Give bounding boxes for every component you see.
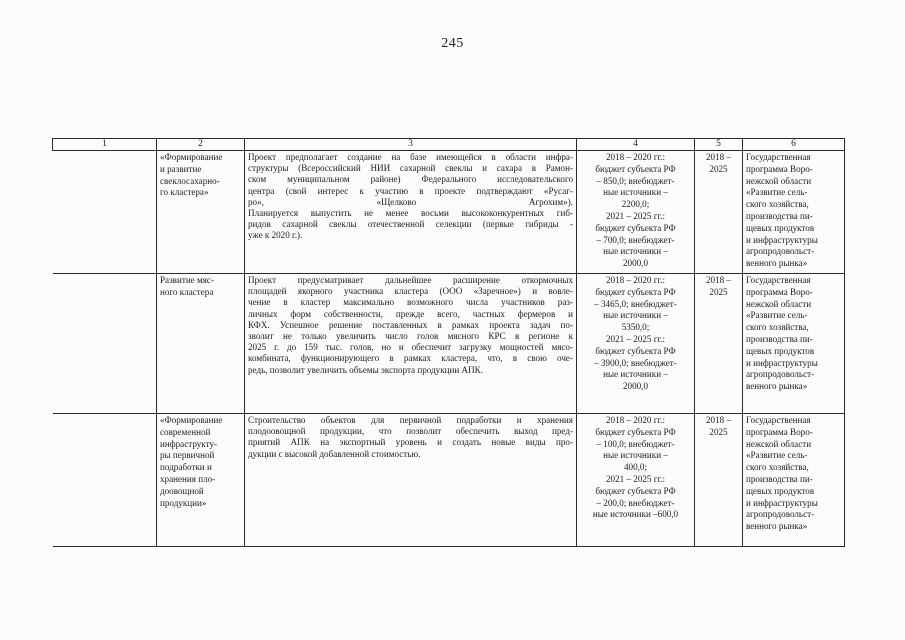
cell-text-line: щевых продуктов xyxy=(746,222,815,233)
cell-text-line: чение в кластер максимально возможного числа участников раз- xyxy=(248,297,573,308)
program-cell xyxy=(743,414,845,547)
cell-text-line: ры первичной xyxy=(160,450,215,461)
cell-text-line: – 850,0; внебюджет- xyxy=(596,175,675,186)
cell-text-line: центра (свой интерес к участию в проекте подтверждают «Русаг- xyxy=(248,185,573,196)
cell-text-line: ского хозяйства, xyxy=(746,322,809,333)
cell-text-line: программа Воро- xyxy=(746,286,813,297)
funding-cell xyxy=(577,414,695,547)
cell-text-line: – 3465,0; внебюджет- xyxy=(594,298,677,309)
cell-text-line: «Развитие сель- xyxy=(746,187,808,198)
cell-text-line: венного рынка» xyxy=(746,258,808,269)
cell-text-line: Строительство объектов для первичной подработки и хранения xyxy=(248,415,573,425)
table-row xyxy=(53,414,845,547)
cell-text-line: бюджет субъекта РФ xyxy=(595,286,676,297)
cell-text-line: Государственная xyxy=(746,415,811,425)
cell-text-line: современной xyxy=(160,426,211,437)
column-header-2: 2 xyxy=(157,139,245,151)
number-cell xyxy=(53,151,157,274)
cell-text-line: зволит не только увеличить число голов мясного КРС в регионе к xyxy=(248,331,573,342)
number-cell xyxy=(53,414,157,547)
cell-text-line: агропродовольст- xyxy=(746,246,815,257)
cell-text-line: 2018 – xyxy=(705,152,731,162)
description-cell xyxy=(245,414,577,547)
period-cell xyxy=(695,151,743,274)
cell-text-line: и инфраструктуры xyxy=(746,497,818,508)
cell-text-line: и инфраструктуры xyxy=(746,234,818,245)
cell-text-line: комбината, функционирующего в рамках кластера, что, в свою оче- xyxy=(248,353,573,364)
cell-text-line: 5350,0; xyxy=(621,322,650,333)
cell-text-line: 2018 – 2020 гг.: xyxy=(606,152,665,162)
cell-text-line: бюджет субъекта РФ xyxy=(595,163,676,174)
cell-text-line: «Формирование xyxy=(160,415,223,425)
cell-text-line: 2025 xyxy=(709,286,728,297)
number-cell xyxy=(53,274,157,414)
cell-text-line: го кластера» xyxy=(160,187,209,198)
cell-text-line: ные источники – xyxy=(603,369,668,380)
cell-text-line: дукции с высокой добавленной стоимостью. xyxy=(248,448,421,459)
cell-text-line: 2018 – 2020 гг.: xyxy=(606,415,665,425)
cell-text-line: 2000,0 xyxy=(622,258,648,269)
project-name-cell xyxy=(157,414,245,547)
cell-text-line: ского хозяйства, xyxy=(746,199,809,210)
cell-text-line: Государственная xyxy=(746,152,811,162)
cell-text-line: Проект предполагает создание на базе имеющейся в области инфра- xyxy=(248,152,573,162)
table-body xyxy=(53,151,845,547)
cell-text-line: структуры (Всероссийский НИИ сахарной свеклы и сахара в Рамон- xyxy=(248,163,573,174)
cell-text-line: нежской области xyxy=(746,298,812,309)
funding-cell xyxy=(577,274,695,414)
cell-text-line: личных форм собственности, прежде всего, частных фермеров и xyxy=(248,308,573,319)
cell-text-line: ные источники – xyxy=(603,310,668,321)
cell-text-line: 2200,0; xyxy=(621,199,650,210)
cell-text-line: и инфраструктуры xyxy=(746,357,818,368)
program-cell xyxy=(743,274,845,414)
table-header-row xyxy=(53,139,845,151)
column-header-5: 5 xyxy=(695,139,743,151)
cell-text-line: продукции» xyxy=(160,497,207,508)
cell-text-line: 400,0; xyxy=(624,462,647,473)
cell-text-line: Государственная xyxy=(746,275,811,285)
cell-text-line: площадей якорного участника кластера (ООО «Заречное») и вовле- xyxy=(248,286,573,297)
page-number: 245 xyxy=(441,36,464,51)
cell-text-line: ского хозяйства, xyxy=(746,462,809,473)
cell-text-line: 2018 – 2020 гг.: xyxy=(606,275,665,285)
cell-text-line: 2000,0 xyxy=(622,381,648,392)
cell-text-line: и развитие xyxy=(160,163,202,174)
cell-text-line: нежской области xyxy=(746,438,812,449)
cell-text-line: 2018 – xyxy=(705,275,731,285)
cell-text-line: доовощной xyxy=(160,485,204,496)
column-header-6: 6 xyxy=(743,139,845,151)
cell-text-line: «Формирование xyxy=(160,152,223,162)
cell-text-line: – 200,0; внебюджет- xyxy=(596,497,675,508)
cell-text-line: Проект предусматривает дальнейшее расширение откормочных xyxy=(248,275,573,285)
funding-cell xyxy=(577,151,695,274)
cell-text-line: щевых продуктов xyxy=(746,345,815,356)
cell-text-line: плодоовощной продукции, что позволит обеспечить выход пред- xyxy=(248,426,573,437)
cell-text-line: ском муниципальном районе) Федерального исследовательского xyxy=(248,174,573,185)
cell-text-line: ные источники – xyxy=(603,450,668,461)
project-name-cell xyxy=(157,274,245,414)
projects-table xyxy=(52,138,845,547)
cell-text-line: агропродовольст- xyxy=(746,509,815,520)
cell-text-line: бюджет субъекта РФ xyxy=(595,485,676,496)
table-row xyxy=(53,151,845,274)
cell-text-line: агропродовольст- xyxy=(746,369,815,380)
description-cell xyxy=(245,151,577,274)
cell-text-line: Развитие мяс- xyxy=(160,275,214,285)
cell-text-line: венного рынка» xyxy=(746,521,808,532)
cell-text-line: – 100,0; внебюджет- xyxy=(596,438,675,449)
cell-text-line: венного рынка» xyxy=(746,381,808,392)
cell-text-line: «Развитие сель- xyxy=(746,450,808,461)
cell-text-line: 2025 xyxy=(709,163,728,174)
cell-text-line: производства пи- xyxy=(746,210,813,221)
cell-text-line: – 700,0; внебюджет- xyxy=(596,234,675,245)
cell-text-line: редь, позволит увеличить объемы экспорта продукции АПК. xyxy=(248,364,483,375)
cell-text-line: производства пи- xyxy=(746,333,813,344)
cell-text-line: «Развитие сель- xyxy=(746,310,808,321)
cell-text-line: свеклосахарно- xyxy=(160,175,220,186)
cell-text-line: инфраструкту- xyxy=(160,438,218,449)
cell-text-line: Планируется выпустить не менее восьми высококонкурентных гиб- xyxy=(248,208,573,219)
cell-text-line: щевых продуктов xyxy=(746,485,815,496)
period-cell xyxy=(695,414,743,547)
program-cell xyxy=(743,151,845,274)
cell-text-line: программа Воро- xyxy=(746,163,813,174)
cell-text-line: ные источники – xyxy=(603,187,668,198)
cell-text-line: уже к 2020 г.). xyxy=(248,230,303,241)
cell-text-line: производства пи- xyxy=(746,473,813,484)
cell-text-line: ро», «Щелково Агрохим»). xyxy=(248,196,573,207)
table-row xyxy=(53,274,845,414)
column-header-4: 4 xyxy=(577,139,695,151)
cell-text-line: бюджет субъекта РФ xyxy=(595,426,676,437)
cell-text-line: ные источники – xyxy=(603,246,668,257)
cell-text-line: 2025 г. до 159 тыс. голов, но и обеспечит загрузку мощностей мясо- xyxy=(248,342,573,353)
column-header-1: 1 xyxy=(53,139,157,151)
cell-text-line: КФХ. Успешное решение поставленных в рамках проекта задач по- xyxy=(248,319,573,330)
cell-text-line: 2021 – 2025 гг.: xyxy=(606,473,665,484)
cell-text-line: хранения пло- xyxy=(160,473,216,484)
cell-text-line: – 3900,0; внебюджет- xyxy=(594,357,677,368)
cell-text-line: приятий АПК на экспортный уровень и создать новые виды про- xyxy=(248,437,573,448)
cell-text-line: 2021 – 2025 гг.: xyxy=(606,210,665,221)
cell-text-line: ридов сахарной свеклы отечественной селекции (первые гибриды - xyxy=(248,219,573,230)
cell-text-line: 2018 – xyxy=(705,415,731,425)
cell-text-line: бюджет субъекта РФ xyxy=(595,222,676,233)
cell-text-line: 2025 xyxy=(709,426,728,437)
project-name-cell xyxy=(157,151,245,274)
cell-text-line: бюджет субъекта РФ xyxy=(595,345,676,356)
cell-text-line: подработки и xyxy=(160,462,212,473)
description-cell xyxy=(245,274,577,414)
cell-text-line: ного кластера xyxy=(160,286,214,297)
cell-text-line: ные источники –600,0 xyxy=(592,509,679,520)
cell-text-line: нежской области xyxy=(746,175,812,186)
period-cell xyxy=(695,274,743,414)
cell-text-line: программа Воро- xyxy=(746,426,813,437)
cell-text-line: 2021 – 2025 гг.: xyxy=(606,333,665,344)
column-header-3: 3 xyxy=(245,139,577,151)
